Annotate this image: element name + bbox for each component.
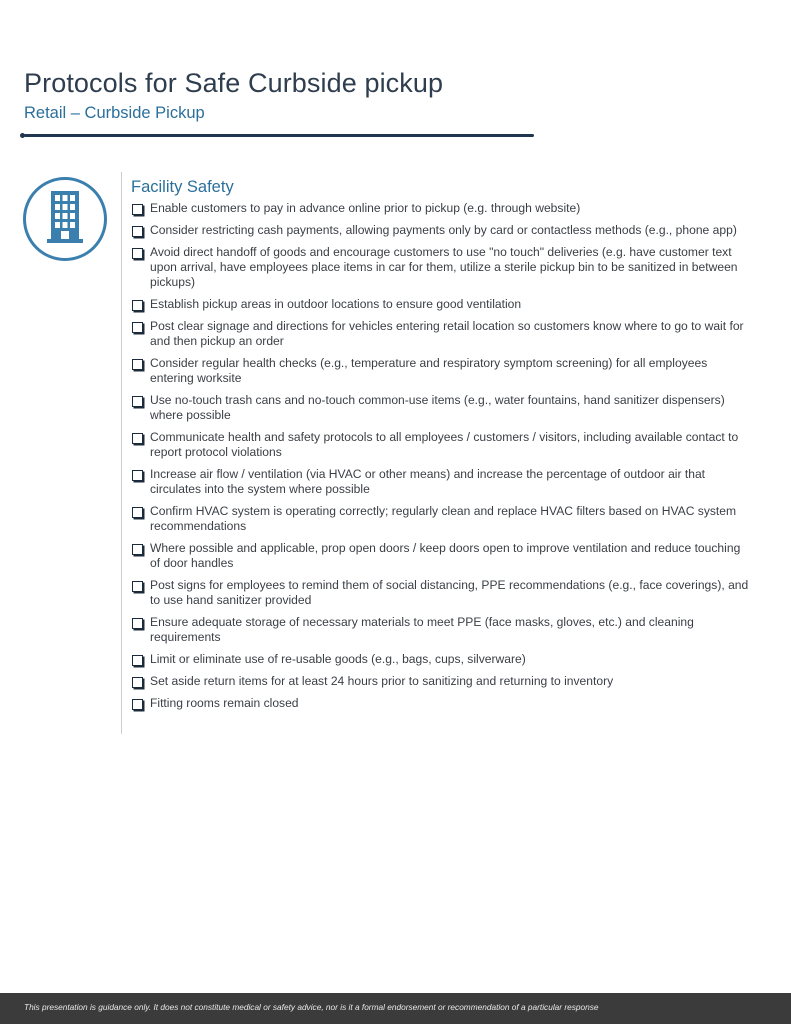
checklist-item bbox=[131, 223, 751, 238]
checkbox-icon bbox=[132, 396, 143, 407]
checklist-item bbox=[131, 430, 751, 460]
checkbox-icon bbox=[132, 322, 143, 333]
checklist-item bbox=[131, 201, 751, 216]
checklist-item-text: Where possible and applicable, prop open doors / keep doors open to improve ventilation and reduce touching of door handles bbox=[150, 541, 741, 570]
checkbox-icon bbox=[132, 226, 143, 237]
checklist-item-text: Post clear signage and directions for vehicles entering retail location so customers know where to go to wait for and then pickup an order bbox=[150, 319, 744, 348]
facility-safety-section bbox=[131, 176, 751, 718]
checklist-item-text: Establish pickup areas in outdoor locations to ensure good ventilation bbox=[150, 297, 522, 311]
checklist bbox=[131, 201, 751, 711]
checkbox-icon bbox=[132, 433, 143, 444]
checklist-item-text: Consider restricting cash payments, allowing payments only by card or contactless methods (e.g., phone app) bbox=[150, 223, 737, 237]
page-subtitle: Retail – Curbside Pickup bbox=[24, 104, 205, 122]
footer-disclaimer: This presentation is guidance only. It does not constitute medical or safety advice, nor is it a formal endorsement or recommendation of a particular response bbox=[24, 1002, 599, 1012]
checklist-item bbox=[131, 504, 751, 534]
checklist-item bbox=[131, 674, 751, 689]
checklist-item bbox=[131, 467, 751, 497]
checkbox-icon bbox=[132, 507, 143, 518]
checkbox-icon bbox=[132, 248, 143, 259]
footer bbox=[0, 993, 791, 1024]
checkbox-icon bbox=[132, 699, 143, 710]
checkbox-icon bbox=[132, 300, 143, 311]
checklist-item-text: Communicate health and safety protocols to all employees / customers / visitors, including available contact to report protocol violations bbox=[150, 430, 739, 459]
checkbox-icon bbox=[132, 359, 143, 370]
checkbox-icon bbox=[132, 655, 143, 666]
checklist-item-text: Set aside return items for at least 24 hours prior to sanitizing and returning to inventory bbox=[150, 674, 614, 688]
checklist-item bbox=[131, 615, 751, 645]
building-icon bbox=[21, 175, 109, 263]
checkbox-icon bbox=[132, 470, 143, 481]
checklist-item bbox=[131, 356, 751, 386]
checklist-item bbox=[131, 696, 751, 711]
checklist-item bbox=[131, 652, 751, 667]
checkbox-icon bbox=[132, 544, 143, 555]
page-title: Protocols for Safe Curbside pickup bbox=[24, 68, 444, 98]
checklist-item-text: Ensure adequate storage of necessary materials to meet PPE (face masks, gloves, etc.) and cleaning requirements bbox=[150, 615, 694, 644]
checklist-item-text: Enable customers to pay in advance online prior to pickup (e.g. through website) bbox=[150, 201, 581, 215]
checklist-item-text: Fitting rooms remain closed bbox=[150, 696, 299, 710]
section-heading: Facility Safety bbox=[131, 178, 234, 196]
checklist-item-text: Use no-touch trash cans and no-touch common-use items (e.g., water fountains, hand sanitizer dispensers) where possible bbox=[150, 393, 725, 422]
checklist-item-text: Avoid direct handoff of goods and encourage customers to use "no touch" deliveries (e.g. have customer text upon arrival, have employees place items in car for them, utilize a sterile pickup bin to be sanitized in between pickups) bbox=[150, 245, 738, 289]
checkbox-icon bbox=[132, 677, 143, 688]
checkbox-icon bbox=[132, 204, 143, 215]
checklist-item bbox=[131, 393, 751, 423]
checklist-item bbox=[131, 541, 751, 571]
checklist-item bbox=[131, 578, 751, 608]
checklist-item bbox=[131, 319, 751, 349]
checklist-item-text: Confirm HVAC system is operating correctly; regularly clean and replace HVAC filters based on HVAC system recommendations bbox=[150, 504, 737, 533]
title-rule bbox=[24, 134, 534, 137]
checklist-item-text: Increase air flow / ventilation (via HVAC or other means) and increase the percentage of outdoor air that circulates into the system where possible bbox=[150, 467, 706, 496]
checklist-item bbox=[131, 245, 751, 290]
section-divider bbox=[121, 172, 122, 734]
checklist-item bbox=[131, 297, 751, 312]
checkbox-icon bbox=[132, 581, 143, 592]
checkbox-icon bbox=[132, 618, 143, 629]
checklist-item-text: Limit or eliminate use of re-usable goods (e.g., bags, cups, silverware) bbox=[150, 652, 526, 666]
checklist-item-text: Consider regular health checks (e.g., temperature and respiratory symptom screening) for all employees entering worksite bbox=[150, 356, 708, 385]
checklist-item-text: Post signs for employees to remind them of social distancing, PPE recommendations (e.g., face coverings), and to use hand sanitizer provided bbox=[150, 578, 749, 607]
